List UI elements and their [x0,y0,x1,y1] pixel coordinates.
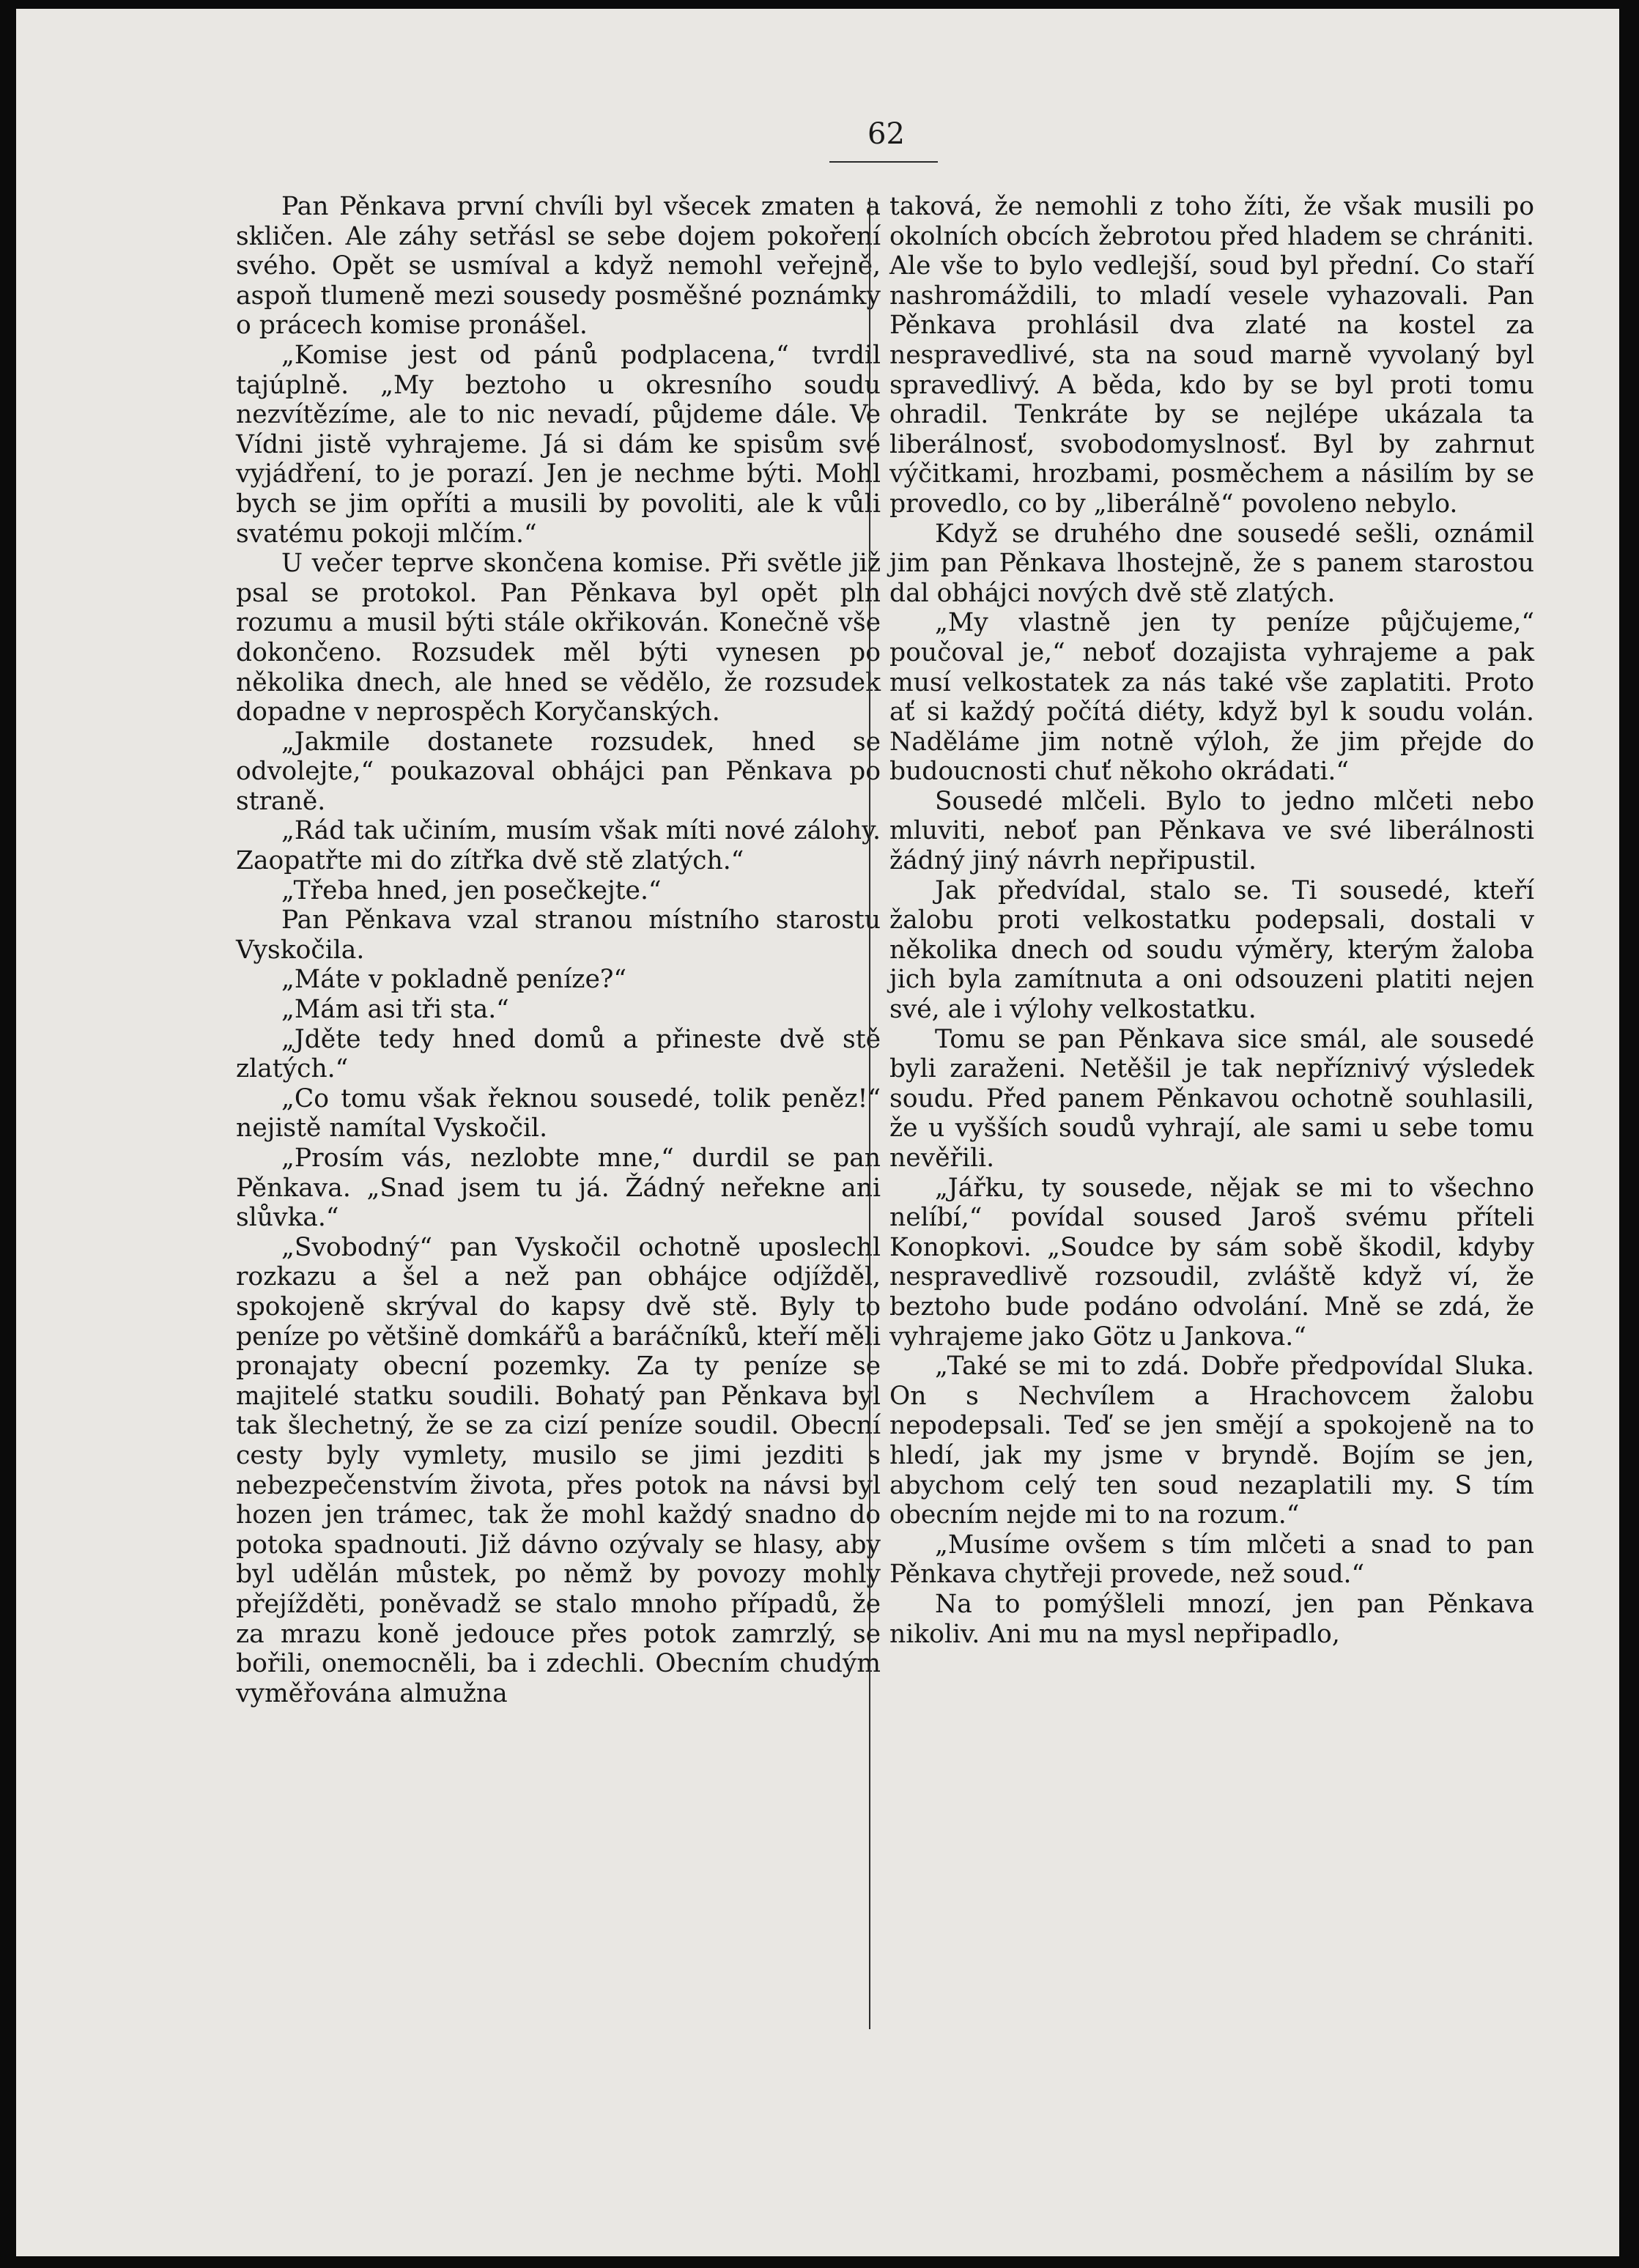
left-paragraph: „Rád tak učiním, musím však míti nové zálohy. Zaopatřte mi do zítřka dvě stě zlatých.“ [236,816,881,876]
scanned-page [16,9,1619,2256]
left-paragraph: „Co tomu však řeknou sousedé, tolik peněz!“ nejistě namítal Vyskočil. [236,1083,881,1144]
right-column [889,192,1534,1649]
left-paragraph: „Prosím vás, nezlobte mne,“ durdil se pan Pěnkava. „Snad jsem tu já. Žádný neřekne ani slůvka.“ [236,1144,881,1233]
right-paragraph: Na to pomýšleli mnozí, jen pan Pěnkava nikoliv. Ani mu na mysl nepřipadlo, [889,1589,1534,1649]
right-paragraph: Sousedé mlčeli. Bylo to jedno mlčeti nebo mluviti, neboť pan Pěnkava ve své liberálnosti žádný jiný návrh nepřipustil. [889,786,1534,876]
column-divider [869,198,870,2029]
left-paragraph: „Máte v pokladně peníze?“ [281,965,627,995]
right-paragraph: „Musíme ovšem s tím mlčeti a snad to pan Pěnkava chytřeji provede, než soud.“ [889,1530,1534,1590]
left-paragraph: „Třeba hned, jen posečkejte.“ [281,875,662,905]
right-paragraph: Když se druhého dne sousedé sešli, oznámil jim pan Pěnkava lhostejně, že s panem starostou dal obhájci nových dvě stě zlatých. [889,519,1534,608]
left-paragraph: „Svobodný“ pan Vyskočil ochotně uposlechl rozkazu a šel a než pan obhájce odjížděl, spokojeně skrýval do kapsy dvě stě. Byly to peníze po většině domkářů a baráčníků, kteří měli pronajaty obecní pozemky. Za ty peníze se majitelé statku soudili. Bohatý pan Pěnkava byl tak šlechetný, že se za cizí peníze soudil. Obecní cesty byly vymlety, musilo se jimi jezditi s nebezpečenstvím života, přes potok na návsi byl hozen jen trámec, tak že mohl každý snadno do potoka spadnouti. Již dávno ozývaly se hlasy, aby byl udělán můstek, po němž by povozy mohly přejížděti, poněvadž se stalo mnoho případů, že za mrazu koně jedouce přes potok zamrzlý, se bořili, onemocněli, ba i zdechli. Obecním chudým vyměřována almužna [236,1232,881,1708]
right-paragraph: „My vlastně jen ty peníze půjčujeme,“ poučoval je,“ neboť dozajista vyhrajeme a pak musí velkostatek za nás také vše zaplatiti. Proto ať si každý počítá diéty, když byl k soudu volán. Naděláme jim notně výloh, že jim přejde do budoucnosti chuť někoho okrádati.“ [889,608,1534,787]
left-paragraph: Pan Pěnkava první chvíli byl všecek zmaten a skličen. Ale záhy setřásl se sebe dojem pokoření svého. Opět se usmíval a když nemohl veřejně, aspoň tlumeně mezi sousedy posměšné poznámky o prácech komise pronášel. [236,192,881,341]
right-paragraph: taková, že nemohli z toho žíti, že však musili po okolních obcích žebrotou před hladem se chrániti. Ale vše to bylo vedlejší, soud byl přední. Co staří nashromáždili, to mladí vesele vyhazovali. Pan Pěnkava prohlásil dva zlaté na kostel za nespravedlivé, sta na soud marně vyvolaný byl spravedlivý. A běda, kdo by se byl proti tomu ohradil. Tenkráte by se nejlépe ukázala ta liberálnosť, svobodomyslnosť. Byl by zahrnut výčitkami, hrozbami, posměchem a násilím by se provedlo, co by „liberálně“ povoleno nebylo. [889,192,1534,519]
left-paragraph: „Mám asi tři sta.“ [281,995,509,1025]
left-paragraph: „Jakmile dostanete rozsudek, hned se odvolejte,“ poukazoval obhájci pan Pěnkava po straně. [236,727,881,816]
left-paragraph: „Komise jest od pánů podplacena,“ tvrdil tajúplně. „My beztoho u okresního soudu nezvítězíme, ale to nic nevadí, půjdeme dále. Ve Vídni jistě vyhrajeme. Já si dám ke spisům své vyjádření, to je porazí. Jen je nechme býti. Mohl bych se jim opříti a musili by povoliti, ale k vůli svatému pokoji mlčím.“ [236,340,881,549]
left-paragraph: U večer teprve skončena komise. Při světle již psal se protokol. Pan Pěnkava byl opět pln rozumu a musil býti stále okřikován. Konečně vše dokončeno. Rozsudek měl býti vynesen po několika dnech, ale hned se vědělo, že rozsudek dopadne v neprospěch Koryčanských. [236,549,881,727]
right-paragraph: „Také se mi to zdá. Dobře předpovídal Sluka. On s Nechvílem a Hrachovcem žalobu nepodepsali. Teď se jen smějí a spokojeně na to hledí, jak my jsme v bryndě. Bojím se jen, abychom celý ten soud nezaplatili my. S tím obecním nejde mi to na rozum.“ [889,1352,1534,1530]
right-paragraph: „Jářku, ty sousede, nějak se mi to všechno nelíbí,“ povídal soused Jaroš svému příteli Konopkovi. „Soudce by sám sobě škodil, kdyby nespravedlivě rozsoudil, zvláště když ví, že beztoho bude podáno odvolání. Mně se zdá, že vyhrajeme jako Götz u Jankova.“ [889,1173,1534,1352]
page-number-rule [829,161,938,163]
left-paragraph: „Jděte tedy hned domů a přineste dvě stě zlatých.“ [236,1024,881,1084]
right-paragraph: Jak předvídal, stalo se. Ti sousedé, kteří žalobu proti velkostatku podepsali, dostali v několika dnech od soudu výměry, kterým žaloba jich byla zamítnuta a oni odsouzeni platiti nejen své, ale i výlohy velkostatku. [889,875,1534,1025]
left-paragraph: Pan Pěnkava vzal stranou místního starostu Vyskočila. [236,905,881,965]
left-column [236,192,881,1708]
page-number: 62 [867,117,905,151]
right-paragraph: Tomu se pan Pěnkava sice smál, ale sousedé byli zaraženi. Netěšil je tak nepříznivý výsledek soudu. Před panem Pěnkavou ochotně souhlasili, že u vyšších soudů vyhrají, ale sami u sebe tomu nevěřili. [889,1024,1534,1173]
